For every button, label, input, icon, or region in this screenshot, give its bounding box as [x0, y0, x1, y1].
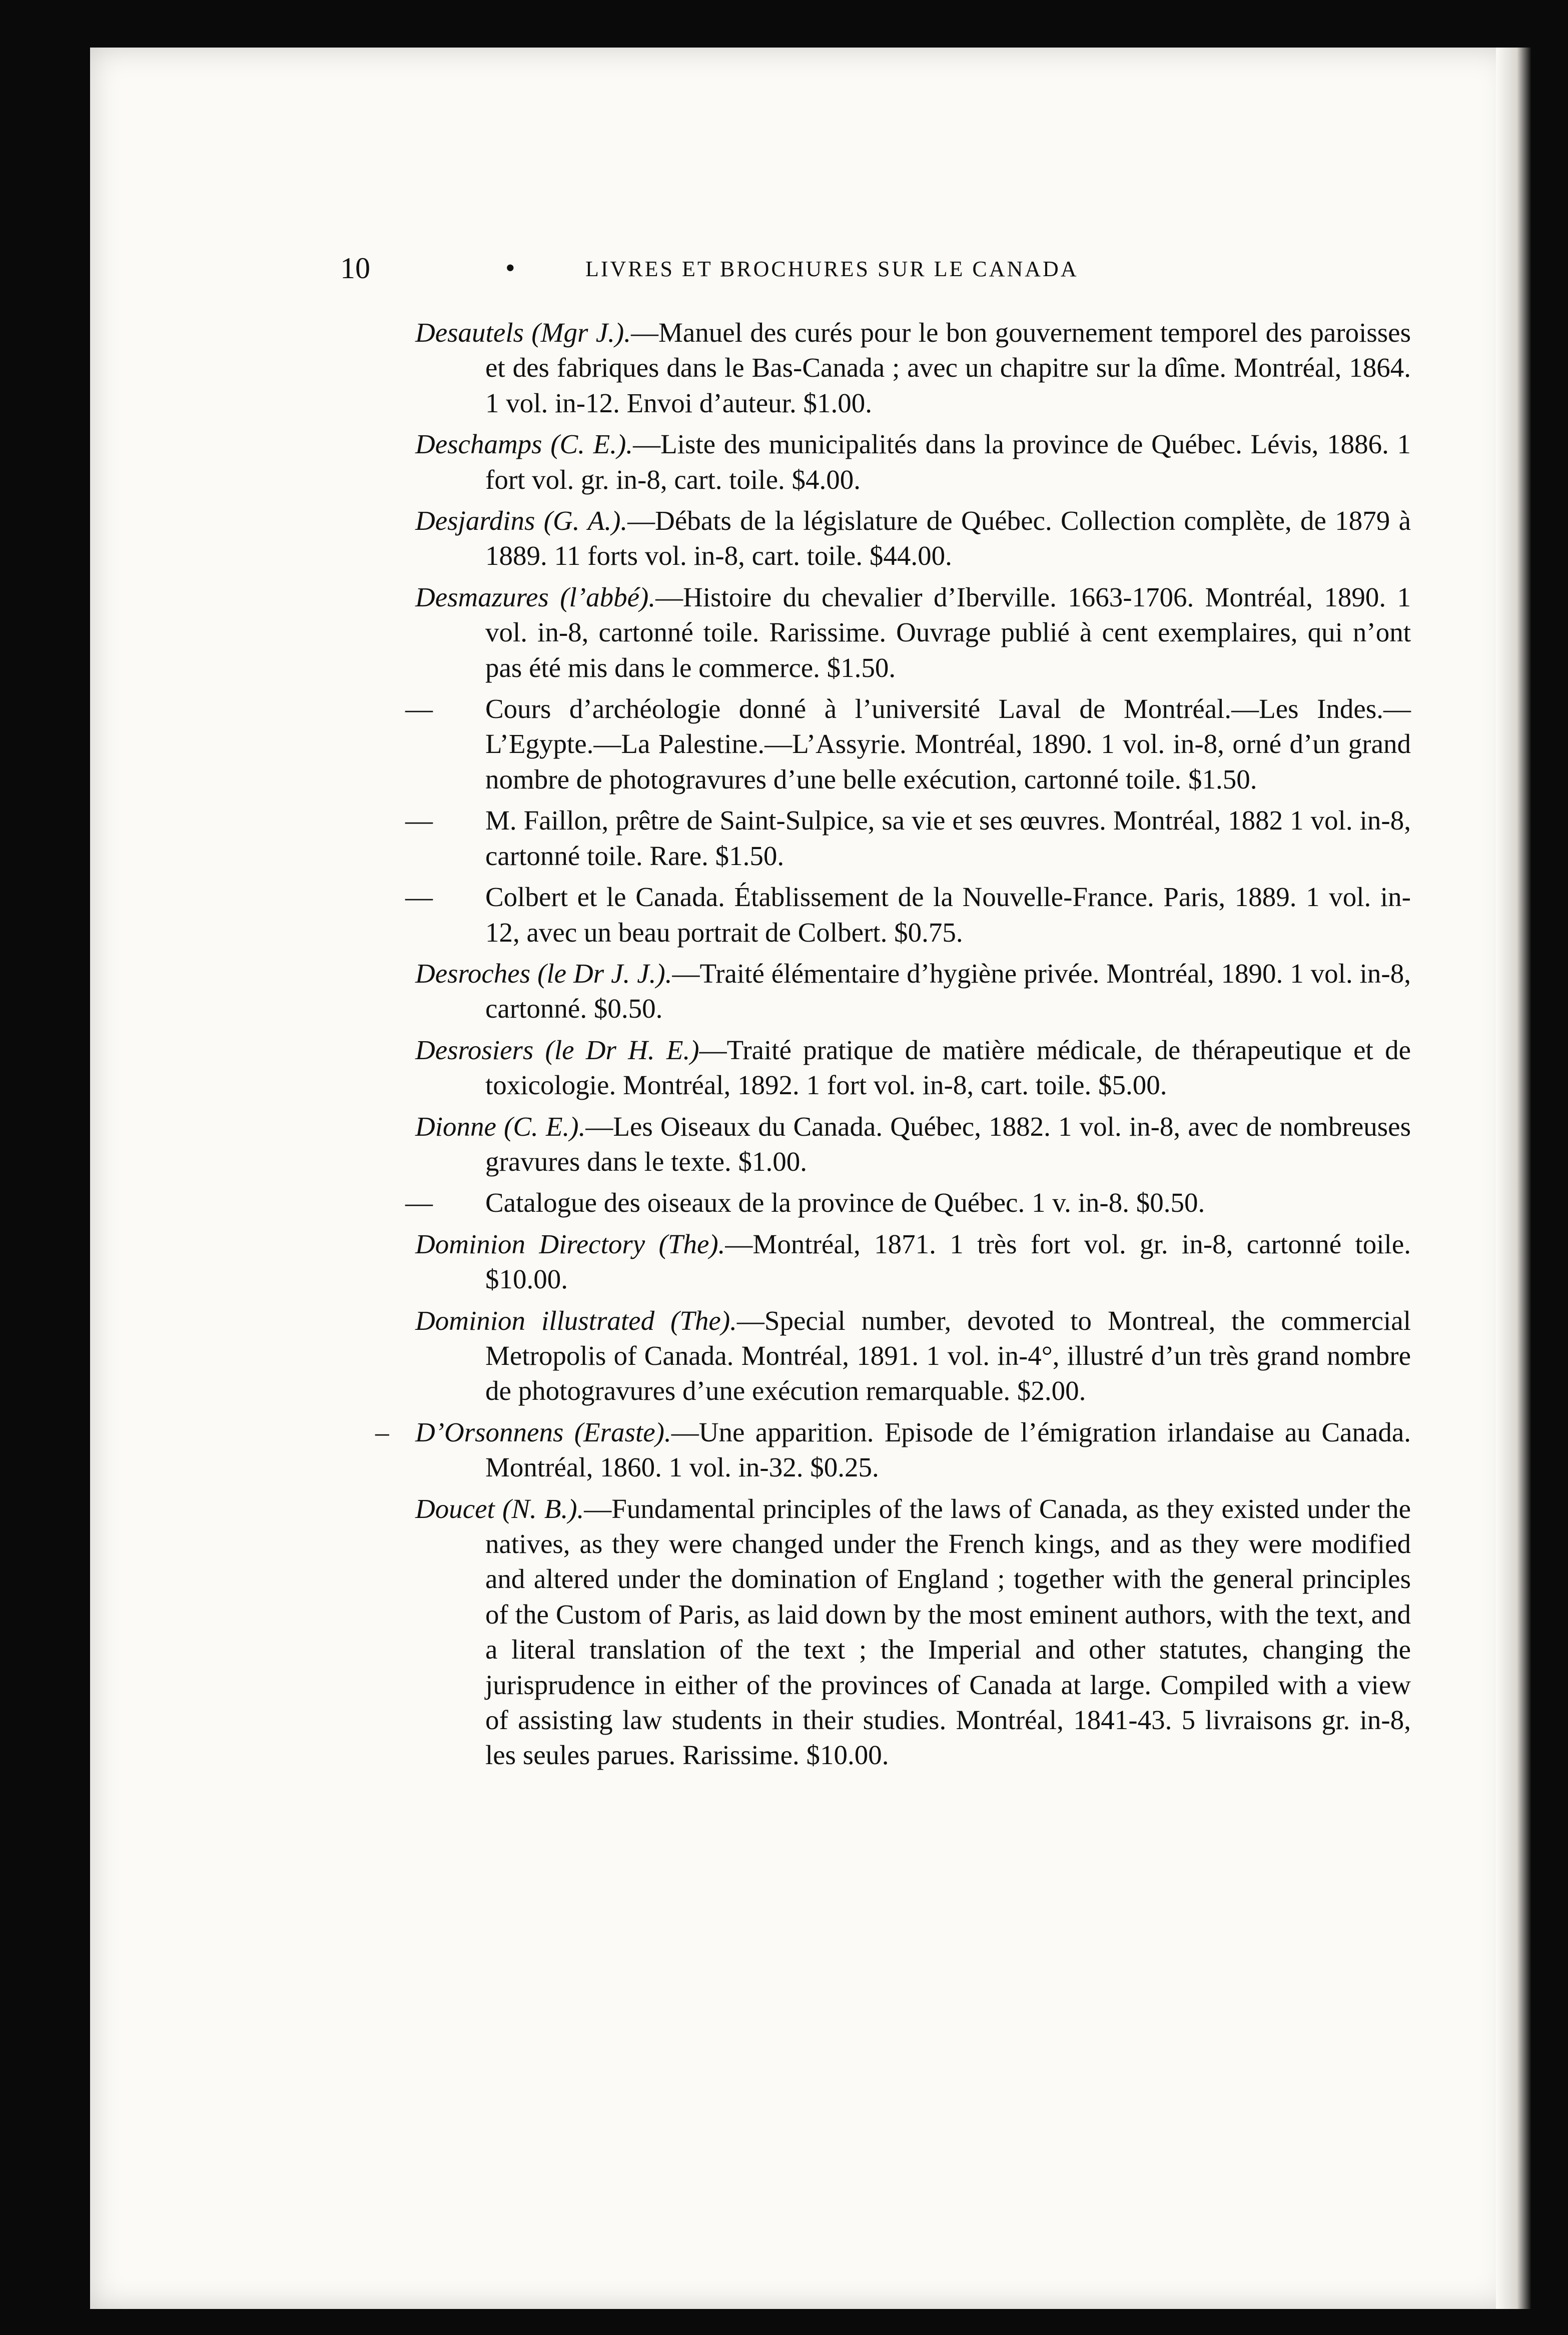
catalogue-entries: [375, 315, 1411, 1779]
entry-author: Dominion illustrated (The).: [415, 1305, 737, 1336]
entry-text: M. Faillon, prêtre de Saint-Sulpice, sa vie et ses œuvres. Montréal, 1882 1 vol. in-8, cartonné toile. Rare. $1.50.: [485, 805, 1411, 871]
page-number: 10: [340, 252, 370, 285]
entry-text: —Manuel des curés pour le bon gouvernement temporel des paroisses et des fabriques dans le Bas-Canada ; avec un chapitre sur la dîme. Montréal, 1864. 1 vol. in-12. Envoi d’auteur. $1.00.: [485, 317, 1411, 418]
ditto-dash: —: [405, 693, 433, 724]
entry-text: —Les Oiseaux du Canada. Québec, 1882. 1 vol. in-8, avec de nombreuses gravures dans le texte. $1.00.: [485, 1111, 1411, 1177]
entry-doucet: [415, 1491, 1411, 1773]
entry-author: Deschamps (C. E.).: [415, 429, 633, 460]
entry-text: Colbert et le Canada. Établissement de la Nouvelle-France. Paris, 1889. 1 vol. in-12, avec un beau portrait de Colbert. $0.75.: [485, 882, 1411, 948]
entry-desautels: [415, 315, 1411, 421]
entry-desroches: [415, 956, 1411, 1027]
entry-text: —Liste des municipalités dans la province de Québec. Lévis, 1886. 1 fort vol. gr. in-8, cart. toile. $4.00.: [485, 429, 1411, 495]
entry-text: —Une apparition. Episode de l’émigration irlandaise au Canada. Montréal, 1860. 1 vol. in-32. $0.25.: [485, 1416, 1411, 1483]
entry-desmazures: [415, 580, 1411, 685]
entry-author: Desrosiers (le Dr H. E.): [415, 1034, 699, 1065]
entry-text: —Fundamental principles of the laws of Canada, as they existed under the natives, as they were changed under the French kings, and as they were modified and altered under the domination of England ; together with the general principles of the Custom of Paris, as laid down by the most eminent authors, with the text, and a literal translation of the text ; the Imperial and other statutes, changing the jurisprudence in either of the provinces of Canada at large. Compiled with a view of assisting law students in their studies. Montréal, 1841-43. 5 livraisons gr. in-8, les seules parues. Rarissime. $10.00.: [485, 1493, 1411, 1771]
entry-desjardins: [415, 503, 1411, 574]
entry-desrosiers: [415, 1033, 1411, 1103]
entry-text: —Special number, devoted to Montreal, the commercial Metropolis of Canada. Montréal, 1891. 1 vol. in-4°, illustré d’un très grand nombre de photogravures d’une exécution remarquable. $2.00.: [485, 1305, 1411, 1406]
running-title: LIVRES ET BROCHURES SUR LE CANADA: [585, 257, 1079, 281]
entry-text: —Montréal, 1871. 1 très fort vol. gr. in-8, cartonné toile. $10.00.: [485, 1228, 1411, 1295]
entry-text: Cours d’archéologie donné à l’université Laval de Montréal.—Les Indes.—L’Egypte.—La Palestine.—L’Assyrie. Montréal, 1890. 1 vol. in-8, orné d’un grand nombre de photogravures d’une belle exécution, cartonné toile. $1.50.: [485, 693, 1411, 795]
entry-text: —Traité élémentaire d’hygiène privée. Montréal, 1890. 1 vol. in-8, cartonné. $0.50.: [485, 958, 1411, 1024]
entry-desmazures-faillon: [405, 803, 1411, 874]
header-bullet: •: [505, 253, 517, 284]
entry-text: —Traité pratique de matière médicale, de thérapeutique et de toxicologie. Montréal, 1892. 1 fort vol. in-8, cart. toile. $5.00.: [485, 1034, 1411, 1101]
entry-dominion-directory: [415, 1227, 1411, 1297]
entry-desmazures-cours: [405, 691, 1411, 797]
entry-author: Doucet (N. B.).: [415, 1493, 584, 1524]
entry-author: D’Orsonnens (Eraste).: [415, 1416, 671, 1447]
margin-mark: –: [375, 1416, 389, 1447]
entry-deschamps: [415, 427, 1411, 497]
entry-author: Dominion Directory (The).: [415, 1228, 725, 1259]
ditto-dash: —: [405, 882, 433, 913]
entry-dorsonnens: [375, 1415, 1411, 1485]
entry-author: Desmazures (l’abbé).: [415, 581, 656, 612]
entry-author: Desjardins (G. A.).: [415, 505, 628, 536]
ditto-dash: —: [405, 1187, 433, 1218]
entry-text: —Histoire du chevalier d’Iberville. 1663-1706. Montréal, 1890. 1 vol. in-8, cartonné toile. Rarissime. Ouvrage publié à cent exemplaires, qui n’ont pas été mis dans le commerce. $1.50.: [485, 581, 1411, 683]
entry-author: Dionne (C. E.).: [415, 1111, 586, 1142]
entry-author: Desautels (Mgr J.).: [415, 317, 631, 348]
entry-text: —Débats de la législature de Québec. Collection complète, de 1879 à 1889. 11 forts vol. in-8, cart. toile. $44.00.: [485, 505, 1411, 571]
entry-dominion-illustrated: [415, 1303, 1411, 1409]
entry-dionne-catalogue: [405, 1185, 1411, 1220]
entry-desmazures-colbert: [405, 880, 1411, 950]
ditto-dash: —: [405, 805, 433, 836]
entry-author: Desroches (le Dr J. J.).: [415, 958, 672, 989]
page-edge: [1496, 48, 1531, 2309]
entry-text: Catalogue des oiseaux de la province de Québec. 1 v. in-8. $0.50.: [485, 1187, 1205, 1218]
entry-dionne: [415, 1109, 1411, 1180]
